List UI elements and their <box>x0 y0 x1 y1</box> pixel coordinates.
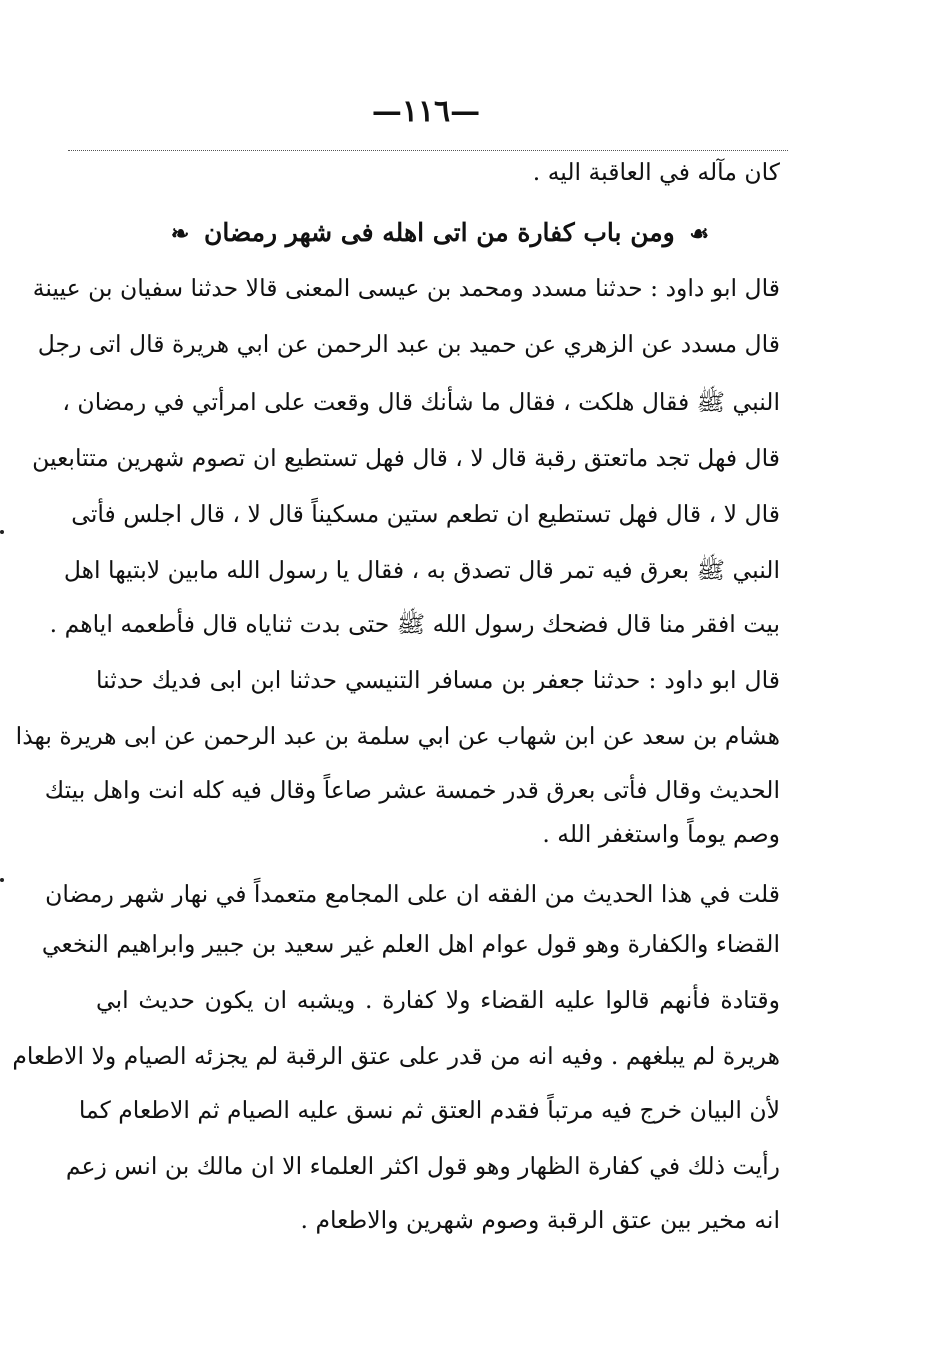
text-line-10: هشام بن سعد عن ابن شهاب عن ابي سلمة بن عبد الرحمن عن ابى هريرة بهذا <box>15 722 780 750</box>
text-line-16: هريرة لم يبلغهم . وفيه انه من قدر على عتق الرقبة لم يجزئه الصيام ولا الاطعام <box>12 1042 780 1070</box>
text-line-1: كان مآله في العاقبة اليه . <box>532 158 780 186</box>
ornament-left-icon: ❧ <box>170 221 190 247</box>
text-line-11: الحديث وقال فأتى بعرق قدر خمسة عشر صاعاً وقال فيه كله انت واهل بيتك <box>44 776 780 804</box>
scan-edge-mark <box>0 530 4 534</box>
text-line-13: قلت في هذا الحديث من الفقه ان على المجامع متعمداً في نهار شهر رمضان <box>45 880 780 908</box>
text-line-9: قال ابو داود : حدثنا جعفر بن مسافر التنيسي حدثنا ابن ابى فديك حدثنا <box>96 666 780 694</box>
text-line-5: قال فهل تجد ماتعتق رقبة قال لا ، قال فهل تستطيع ان تصوم شهرين متتابعين <box>32 444 780 472</box>
section-heading <box>150 205 730 261</box>
text-line-12: وصم يوماً واستغفر الله . <box>542 820 780 848</box>
text-line-7: النبي ﷺ بعرق فيه تمر قال تصدق به ، فقال يا رسول الله مابين لابتيها اهل <box>63 556 780 584</box>
text-line-14: القضاء والكفارة وهو قول عوام اهل العلم غير سعيد بن جبير وابراهيم النخعي <box>41 930 780 958</box>
scan-edge-mark <box>0 878 4 882</box>
text-line-6: قال لا ، قال فهل تستطيع ان تطعم ستين مسكيناً قال لا ، قال اجلس فأتى <box>71 500 780 528</box>
text-line-8: بيت افقر منا قال فضحك رسول الله ﷺ حتى بدت ثناياه قال فأطعمه اياهم . <box>49 610 780 638</box>
text-line-17: لأن البيان خرج فيه مرتباً فقدم العتق ثم نسق عليه الصيام ثم الاطعام كما <box>78 1096 780 1124</box>
text-line-3: قال مسدد عن الزهري عن حميد بن عبد الرحمن عن ابي هريرة قال اتى رجل <box>37 330 780 358</box>
page-number: —١١٦— <box>371 94 481 129</box>
text-line-18: رأيت ذلك في كفارة الظهار وهو قول اكثر العلماء الا ان مالك بن انس زعم <box>65 1152 780 1180</box>
text-line-2: قال ابو داود : حدثنا مسدد ومحمد بن عيسى المعنى قالا حدثنا سفيان بن عيينة <box>32 274 780 302</box>
ornament-right-icon: ☙ <box>689 221 710 247</box>
text-line-4: النبي ﷺ فقال هلكت ، فقال ما شأنك قال وقعت على امرأتي في رمضان ، <box>62 388 780 416</box>
section-heading-title: ومن باب كفارة من اتى اهله فى شهر رمضان <box>203 218 675 247</box>
text-line-19: انه مخير بين عتق الرقبة وصوم شهرين والاطعام . <box>300 1206 780 1234</box>
text-line-15: وقتادة فأنهم قالوا عليه القضاء ولا كفارة . ويشبه ان يكون حديث ابي <box>96 986 780 1014</box>
